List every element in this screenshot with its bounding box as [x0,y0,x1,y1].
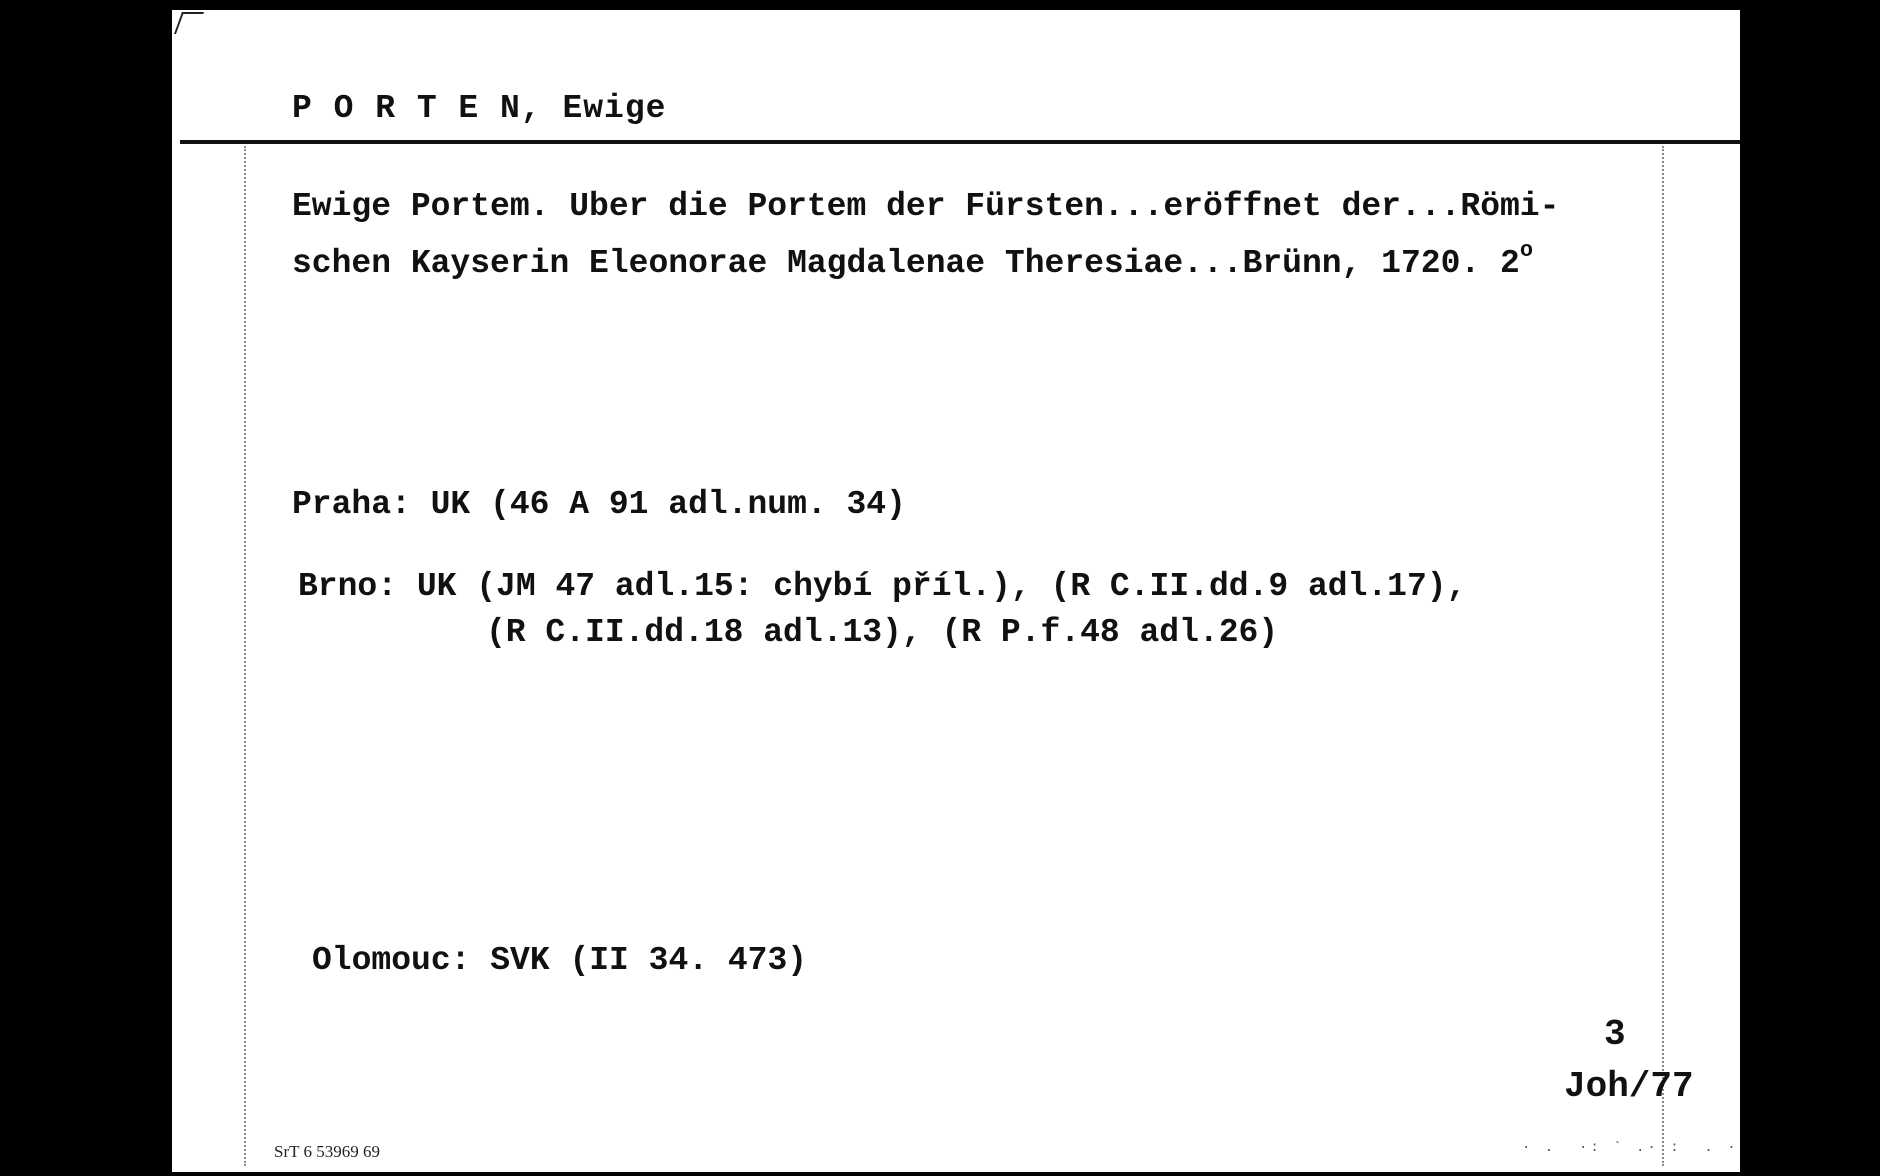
card-heading [292,90,666,127]
card-code: Joh/77 [1564,1066,1694,1107]
header-rule [180,140,1740,144]
heading-surname: P O R T E N [292,90,521,127]
left-margin-line [244,146,246,1166]
right-margin-line [1662,146,1664,1166]
corner-fold-mark [174,12,204,34]
catalog-card [172,10,1740,1172]
holding-brno-line-1: Brno: UK (JM 47 adl.15: chybí příl.), (R C.II.dd.9 adl.17), [298,568,1467,605]
heading-forename: , Ewige [520,90,667,127]
card-count: 3 [1604,1014,1626,1055]
holding-brno-line-2: (R C.II.dd.18 adl.13), (R P.f.48 adl.26) [486,614,1279,651]
ink-specks: · . ·: ` .· : . · [1522,1140,1739,1156]
holding-praha: Praha: UK (46 A 91 adl.num. 34) [292,486,906,523]
format-superscript: o [1519,238,1534,263]
title-line-2-text: schen Kayserin Eleonorae Magdalenae Theresiae...Brünn, 1720. 2 [292,245,1520,282]
printer-mark: SrT 6 53969 69 [274,1142,380,1161]
title-line-1: Ewige Portem. Uber die Portem der Fürsten...eröffnet der...Römi- [292,188,1560,225]
holding-olomouc: Olomouc: SVK (II 34. 473) [312,942,808,979]
title-line-2 [292,238,1533,282]
